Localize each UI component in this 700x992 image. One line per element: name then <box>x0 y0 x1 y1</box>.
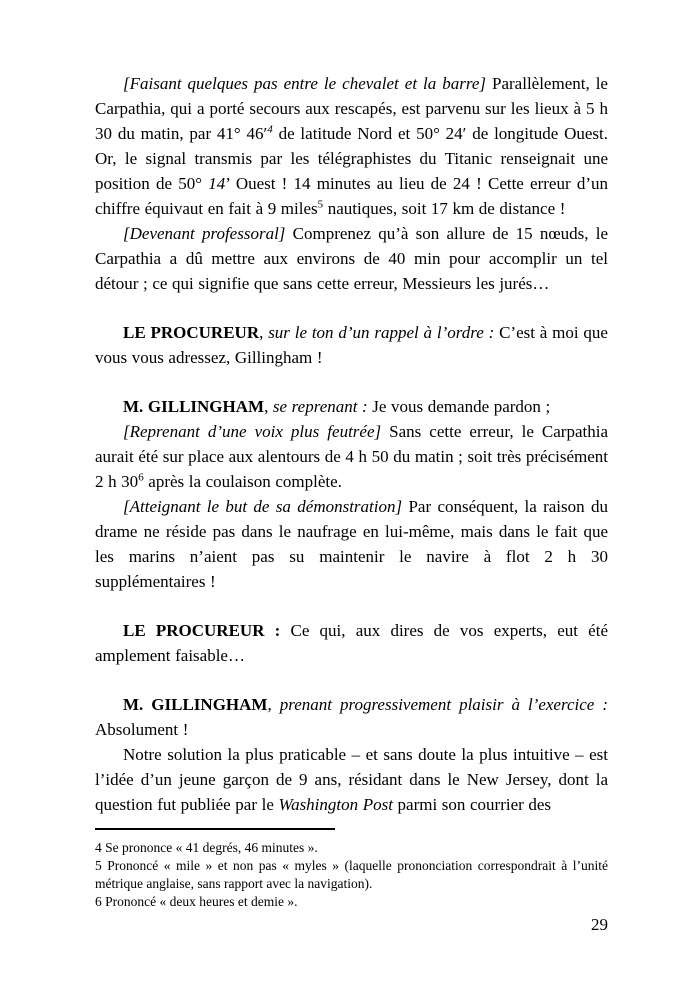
paragraph <box>95 494 608 594</box>
text-run: Parallèlement, le Carpathia, qui a porté secours aux rescapés, est parvenu sur les lieux à 5 h 30 du matin, par 41° 46′ <box>95 74 608 143</box>
paragraph <box>95 221 608 296</box>
text-run: Ce qui, aux dires de vos experts, eut été amplement faisable… <box>95 621 608 665</box>
paragraph <box>95 618 608 668</box>
text-run: C’est à moi que vous vous adressez, Gillingham ! <box>95 323 608 367</box>
text-run: Comprenez qu’à son allure de 15 nœuds, le Carpathia a dû mettre aux environs de 40 min pour accomplir un tel détour ; ce qui signifie que sans cette erreur, Messieurs les jurés… <box>95 224 608 293</box>
text-run: M. GILLINGHAM <box>123 695 268 714</box>
text-run: [Faisant quelques pas entre le chevalet et la barre] <box>123 74 487 93</box>
text-run: se reprenant : <box>272 397 368 416</box>
document-body <box>95 71 608 817</box>
text-run: après la coulaison complète. <box>143 472 342 491</box>
text-run: parmi son courrier des <box>392 795 552 814</box>
paragraph <box>95 394 608 419</box>
footnote: 4 Se prononce « 41 degrés, 46 minutes ». <box>95 840 318 855</box>
paragraph <box>95 71 608 221</box>
footnote-separator <box>95 828 335 830</box>
text-run: LE PROCUREUR <box>123 323 260 342</box>
text-run: M. GILLINGHAM <box>123 397 265 416</box>
text-run: 6 <box>138 471 144 484</box>
text-run: 5 <box>317 198 324 211</box>
paragraph <box>95 742 608 817</box>
paragraph <box>95 419 608 494</box>
footnote: 5 Prononcé « mile » et non pas « myles » (laquelle prononciation correspondrait à l’unité métrique anglaise, sans rapport avec la navigation). <box>95 858 608 891</box>
text-run: Washington Post <box>278 795 393 814</box>
page-number: 29 <box>591 915 608 934</box>
text-run: Par conséquent, la raison du drame ne réside pas dans le naufrage en lui-même, mais dans le fait que les marins n’aient pas su maintenir le navire à flot 2 h 30 supplémentaires ! <box>95 497 608 591</box>
text-run: , <box>259 323 269 342</box>
paragraph <box>95 320 608 370</box>
text-run: , <box>264 397 273 416</box>
text-run: 4 <box>267 123 273 136</box>
text-run: , <box>267 695 280 714</box>
text-run: Absolument ! <box>95 720 189 739</box>
text-run: Notre solution la plus praticable – et sans doute la plus intuitive – est l’idée d’un jeune garçon de 9 ans, résidant dans le New Jersey, dont la question fut publiée par le <box>95 745 608 814</box>
text-run: LE PROCUREUR : <box>123 621 281 640</box>
text-run: de latitude Nord et 50° 24′ de longitude Ouest. Or, le signal transmis par les télégraphistes du Titanic renseignait une position de 50° <box>95 124 609 193</box>
text-run: Sans cette erreur, le Carpathia aurait été sur place aux alentours de 4 h 50 du matin ; soit très précisément 2 h 30 <box>95 422 608 491</box>
text-run: nautiques, soit 17 km de distance ! <box>323 199 566 218</box>
text-run: prenant progressivement plaisir à l’exercice : <box>279 695 608 714</box>
text-run: sur le ton d’un rappel à l’ordre : <box>268 323 495 342</box>
text-run: 14 <box>208 174 226 193</box>
text-run: ’ Ouest ! 14 minutes au lieu de 24 ! Cette erreur d’un chiffre équivaut en fait à 9 miles <box>95 174 608 218</box>
footnote: 6 Prononcé « deux heures et demie ». <box>95 894 298 909</box>
text-run: [Reprenant d’une voix plus feutrée] <box>123 422 382 441</box>
footnotes <box>95 839 608 911</box>
text-run: [Devenant professoral] <box>123 224 286 243</box>
page-content <box>95 71 608 935</box>
text-run: [Atteignant le but de sa démonstration] <box>123 497 403 516</box>
paragraph <box>95 692 608 742</box>
text-run: Je vous demande pardon ; <box>367 397 551 416</box>
